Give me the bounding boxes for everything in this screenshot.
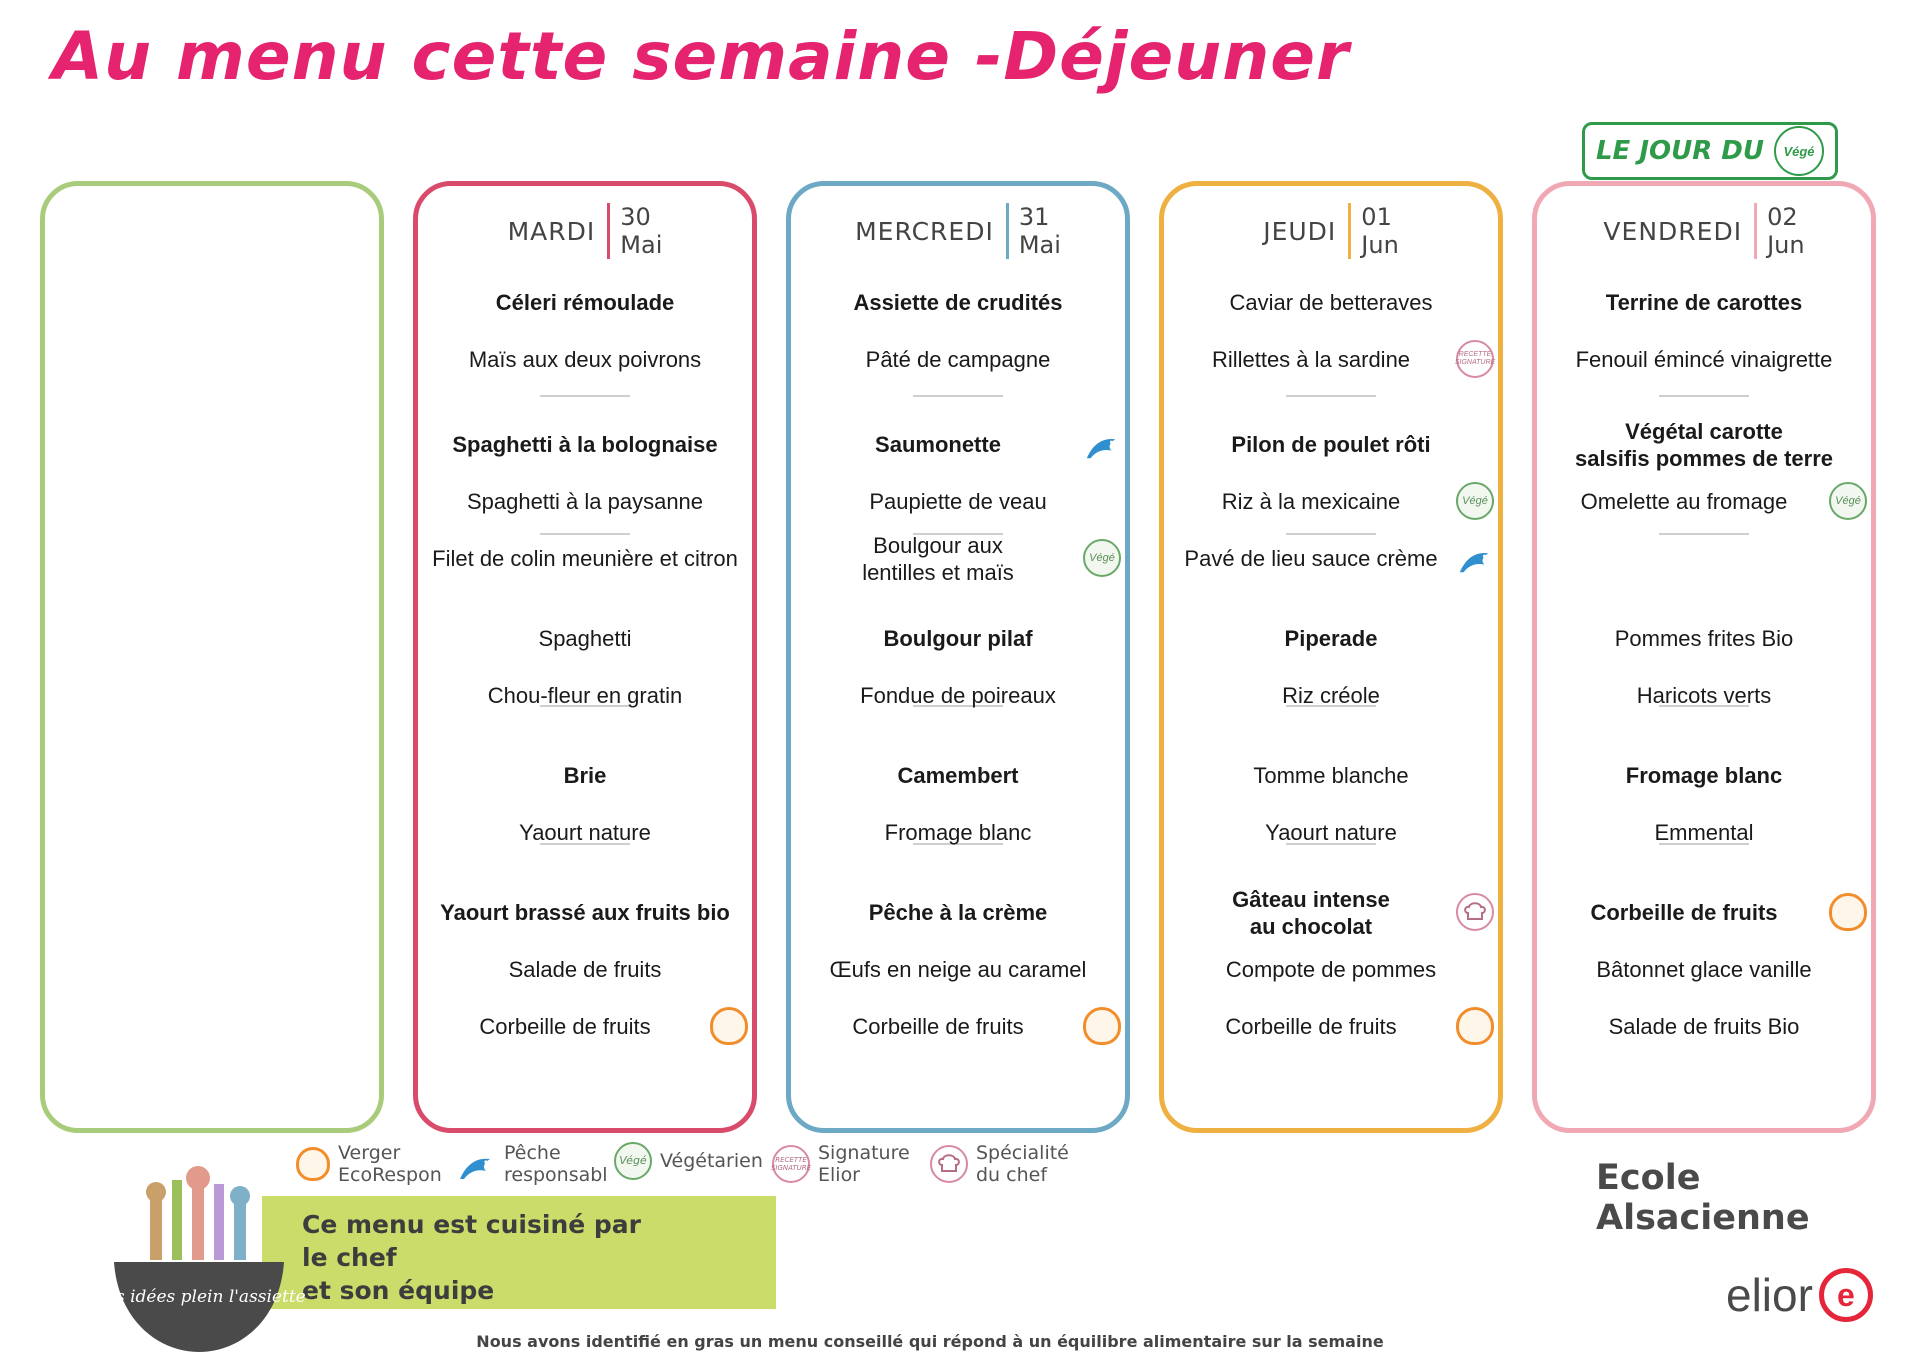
day-name: VENDREDI [1603,216,1743,246]
chef-note: Ce menu est cuisiné par le chef et son équipe [302,1210,641,1305]
menu-item: Végétal carotte salsifis pommes de terre [1574,419,1833,471]
apple-icon [1083,1007,1121,1045]
menu-item: Pâté de campagne [865,347,1051,372]
menu-item: Corbeille de fruits [1590,900,1778,925]
day-header [1537,200,1871,262]
legend-label: Pêche responsabl [504,1142,608,1186]
menu-item: Riz créole [1282,683,1380,708]
empty-column [40,181,384,1133]
legend-label: Végétarien [660,1150,763,1172]
menu-item: Yaourt brassé aux fruits bio [440,900,730,925]
legend-label: Signature Elior [818,1142,910,1186]
menu-item: Pêche à la crème [868,900,1048,925]
vege-logo-icon: Végé [1774,126,1824,176]
apple-icon [1829,893,1867,931]
menu-item: Omelette au fromage [1580,489,1788,514]
menu-item: Compote de pommes [1225,957,1437,982]
menu-item: Fromage blanc [884,820,1032,845]
menu-item: Assiette de crudités [853,290,1063,315]
apple-icon [296,1147,330,1181]
menu-item: Haricots verts [1636,683,1772,708]
fish-icon [1456,539,1494,577]
day-number: 31 [1018,203,1050,231]
apple-icon [1456,1007,1494,1045]
day-month: Jun [1361,231,1399,259]
fish-icon [456,1145,496,1183]
day-column-jeudi [1159,181,1503,1133]
vege-icon: Végé [614,1142,652,1180]
menu-item: Gâteau intense au chocolat [1232,887,1390,939]
menu-item: Bâtonnet glace vanille [1596,957,1812,982]
day-column-mercredi [786,181,1130,1133]
menu-item: Céleri rémoulade [495,290,675,315]
day-number: 01 [1361,203,1392,231]
legend-verger [296,1142,442,1186]
menu-item: Boulgour pilaf [883,626,1033,651]
elior-logo [1726,1268,1873,1322]
menu-item: Corbeille de fruits [1225,1014,1397,1039]
day-month: Mai [620,231,663,259]
course-separator [1659,533,1749,535]
school-name: Ecole Alsacienne [1596,1158,1810,1238]
menu-item: Pommes frites Bio [1614,626,1794,651]
chef-icon [1456,893,1494,931]
day-date [1006,203,1061,259]
bowl-logo [92,1170,306,1355]
menu-item: Emmental [1654,820,1754,845]
course-separator [540,395,630,397]
menu-item: Terrine de carottes [1605,290,1803,315]
menu-item: Corbeille de fruits [852,1014,1024,1039]
menu-item: Fondue de poireaux [860,683,1056,708]
menu-item: Boulgour aux lentilles et maïs [862,533,1014,585]
menu-item: Filet de colin meunière et citron [432,546,738,571]
day-date [1348,203,1399,259]
signature-icon: RECETTE SIGNATURE [1456,340,1494,378]
legend-label: Spécialité du chef [976,1142,1069,1186]
menu-item: Saumonette [875,432,1001,457]
elior-mark-icon: e [1819,1268,1873,1322]
course-separator [1286,533,1376,535]
fish-icon [1083,425,1121,463]
day-column-mardi [413,181,757,1133]
menu-item: Œufs en neige au caramel [829,957,1087,982]
day-header [1164,200,1498,262]
menu-item: Yaourt nature [1265,820,1397,845]
menu-item: Spaghetti [538,626,632,651]
day-number: 02 [1767,203,1798,231]
day-header [791,200,1125,262]
day-column-vendredi [1532,181,1876,1133]
legend-chef [930,1142,1069,1186]
menu-item: Paupiette de veau [869,489,1047,514]
menu-item: Piperade [1284,626,1378,651]
menu-item: Camembert [897,763,1019,788]
menu-item: Pavé de lieu sauce crème [1184,546,1438,571]
menu-item: Yaourt nature [519,820,651,845]
menu-item: Fromage blanc [1625,763,1783,788]
menu-item: Salade de fruits Bio [1608,1014,1800,1039]
menu-item: Salade de fruits [508,957,662,982]
menu-item: Spaghetti à la paysanne [466,489,704,514]
menu-item: Fenouil émincé vinaigrette [1575,347,1833,372]
menu-item: Pilon de poulet rôti [1231,432,1431,457]
menu-item: Brie [563,763,607,788]
apple-icon [710,1007,748,1045]
course-separator [1286,395,1376,397]
signature-icon: RECETTE SIGNATURE [772,1145,810,1183]
vege-icon: Végé [1083,539,1121,577]
legend-vegetarien [614,1142,763,1180]
day-name: MERCREDI [855,216,994,246]
menu-item: Rillettes à la sardine [1211,347,1411,372]
vege-icon: Végé [1829,482,1867,520]
menu-item: Chou-fleur en gratin [487,683,683,708]
day-date [1754,203,1805,259]
menu-item: Tomme blanche [1253,763,1409,788]
jour-du-vege-badge [1582,122,1838,180]
menu-item: Corbeille de fruits [479,1014,651,1039]
legend-peche [456,1142,608,1186]
menu-item: Caviar de betteraves [1229,290,1433,315]
course-separator [540,533,630,535]
course-separator [1659,395,1749,397]
menu-item: Maïs aux deux poivrons [468,347,702,372]
bowl-text: Des idées plein l'assiette [92,1287,306,1307]
page-title: Au menu cette semaine -Déjeuner [52,18,1350,95]
menu-item: Spaghetti à la bolognaise [452,432,718,457]
day-header [418,200,752,262]
vege-icon: Végé [1456,482,1494,520]
day-number: 30 [620,203,651,231]
badge-text: LE JOUR DU [1595,136,1765,166]
menu-item: Riz à la mexicaine [1221,489,1401,514]
day-name: MARDI [507,216,596,246]
course-separator [913,395,1003,397]
footnote: Nous avons identifié en gras un menu conseillé qui répond à un équilibre alimentaire sur la semaine [476,1332,1384,1351]
chef-icon [930,1145,968,1183]
day-name: JEUDI [1263,216,1337,246]
legend-label: Verger EcoRespon [338,1142,442,1186]
day-month: Jun [1767,231,1805,259]
day-month: Mai [1018,231,1061,259]
day-date [607,203,662,259]
chef-note-box [262,1196,776,1309]
brand-name: elior [1726,1269,1813,1321]
legend-signature [772,1142,910,1186]
